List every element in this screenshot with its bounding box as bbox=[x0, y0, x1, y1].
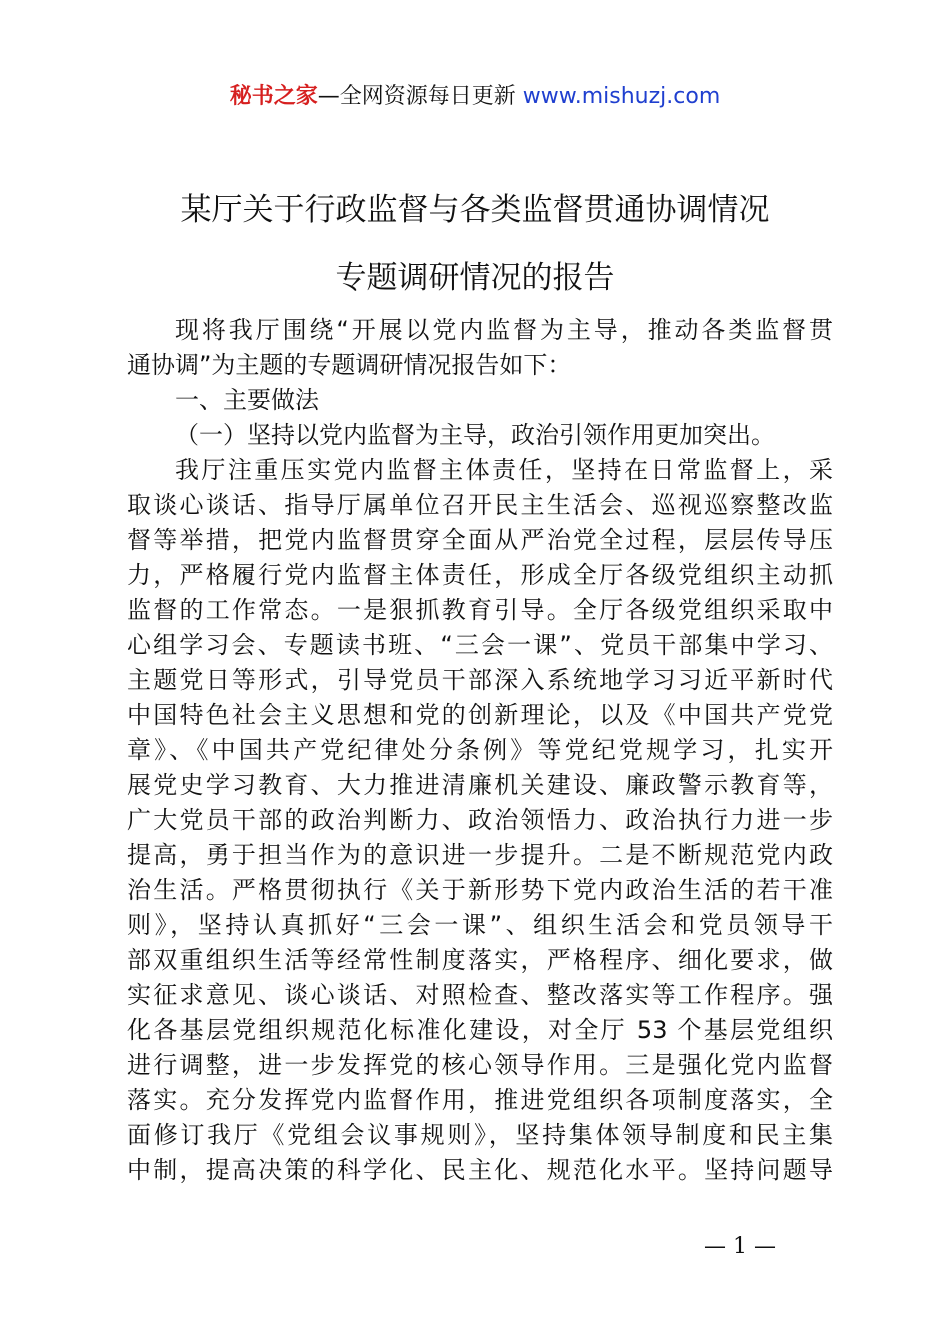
body-line: 提高，勇于担当作为的意识进一步提升。二是不断规范党内政 bbox=[127, 841, 833, 869]
body-line: 力，严格履行党内监督主体责任，形成全厅各级党组织主动抓 bbox=[127, 561, 833, 589]
body-line: 实征求意见、谈心谈话、对照检查、整改落实等工作程序。强 bbox=[127, 981, 833, 1009]
body-line: 章》、《中国共产党纪律处分条例》等党纪党规学习，扎实开 bbox=[127, 736, 833, 764]
body-line: 我厅注重压实党内监督主体责任，坚持在日常监督上，采 bbox=[175, 456, 833, 484]
body-line: 面修订我厅《党组会议事规则》，坚持集体领导制度和民主集 bbox=[127, 1121, 833, 1149]
document-title-line-2: 专题调研情况的报告 bbox=[335, 260, 615, 296]
body-line: 落实。充分发挥党内监督作用，推进党组织各项制度落实，全 bbox=[127, 1086, 833, 1114]
page-number: — 1 — bbox=[704, 1234, 776, 1259]
body-line: 化各基层党组织规范化标准化建设，对全厅 53 个基层党组织 bbox=[127, 1016, 833, 1044]
subsection-heading: （一）坚持以党内监督为主导，政治引领作用更加突出。 bbox=[175, 421, 775, 449]
site-header bbox=[0, 82, 950, 112]
body-line: 心组学习会、专题读书班、“三会一课”、党员干部集中学习、 bbox=[127, 631, 833, 659]
body-line: 广大党员干部的政治判断力、政治领悟力、政治执行力进一步 bbox=[127, 806, 833, 834]
body-line: 督等举措，把党内监督贯穿全面从严治党全过程，层层传导压 bbox=[127, 526, 833, 554]
body-line: 通协调”为主题的专题调研情况报告如下： bbox=[127, 351, 572, 379]
document-body bbox=[127, 313, 833, 1188]
site-brand: 秘书之家 bbox=[229, 84, 318, 109]
body-line: 现将我厅围绕“开展以党内监督为主导，推动各类监督贯 bbox=[175, 316, 833, 344]
body-line: 治生活。严格贯彻执行《关于新形势下党内政治生活的若干准 bbox=[127, 876, 833, 904]
section-heading: 一、主要做法 bbox=[175, 386, 319, 414]
body-line: 展党史学习教育、大力推进清廉机关建设、廉政警示教育等， bbox=[127, 771, 833, 799]
site-tagline: —全网资源每日更新 bbox=[317, 84, 516, 109]
body-line: 中国特色社会主义思想和党的创新理论，以及《中国共产党党 bbox=[127, 701, 833, 729]
body-line: 部双重组织生活等经常性制度落实，严格程序、细化要求，做 bbox=[127, 946, 833, 974]
body-line: 则》，坚持认真抓好“三会一课”、组织生活会和党员领导干 bbox=[127, 911, 833, 939]
body-line: 主题党日等形式，引导党员干部深入系统地学习习近平新时代 bbox=[127, 666, 833, 694]
body-line: 取谈心谈话、指导厅属单位召开民主生活会、巡视巡察整改监 bbox=[127, 491, 833, 519]
body-line: 进行调整，进一步发挥党的核心领导作用。三是强化党内监督 bbox=[127, 1051, 833, 1079]
body-line: 监督的工作常态。一是狠抓教育引导。全厅各级党组织采取中 bbox=[127, 596, 833, 624]
body-line: 中制，提高决策的科学化、民主化、规范化水平。坚持问题导 bbox=[127, 1156, 833, 1184]
document-title-line-1: 某厅关于行政监督与各类监督贯通协调情况 bbox=[180, 192, 770, 228]
site-url-link[interactable]: www.mishuzj.com bbox=[522, 84, 721, 109]
